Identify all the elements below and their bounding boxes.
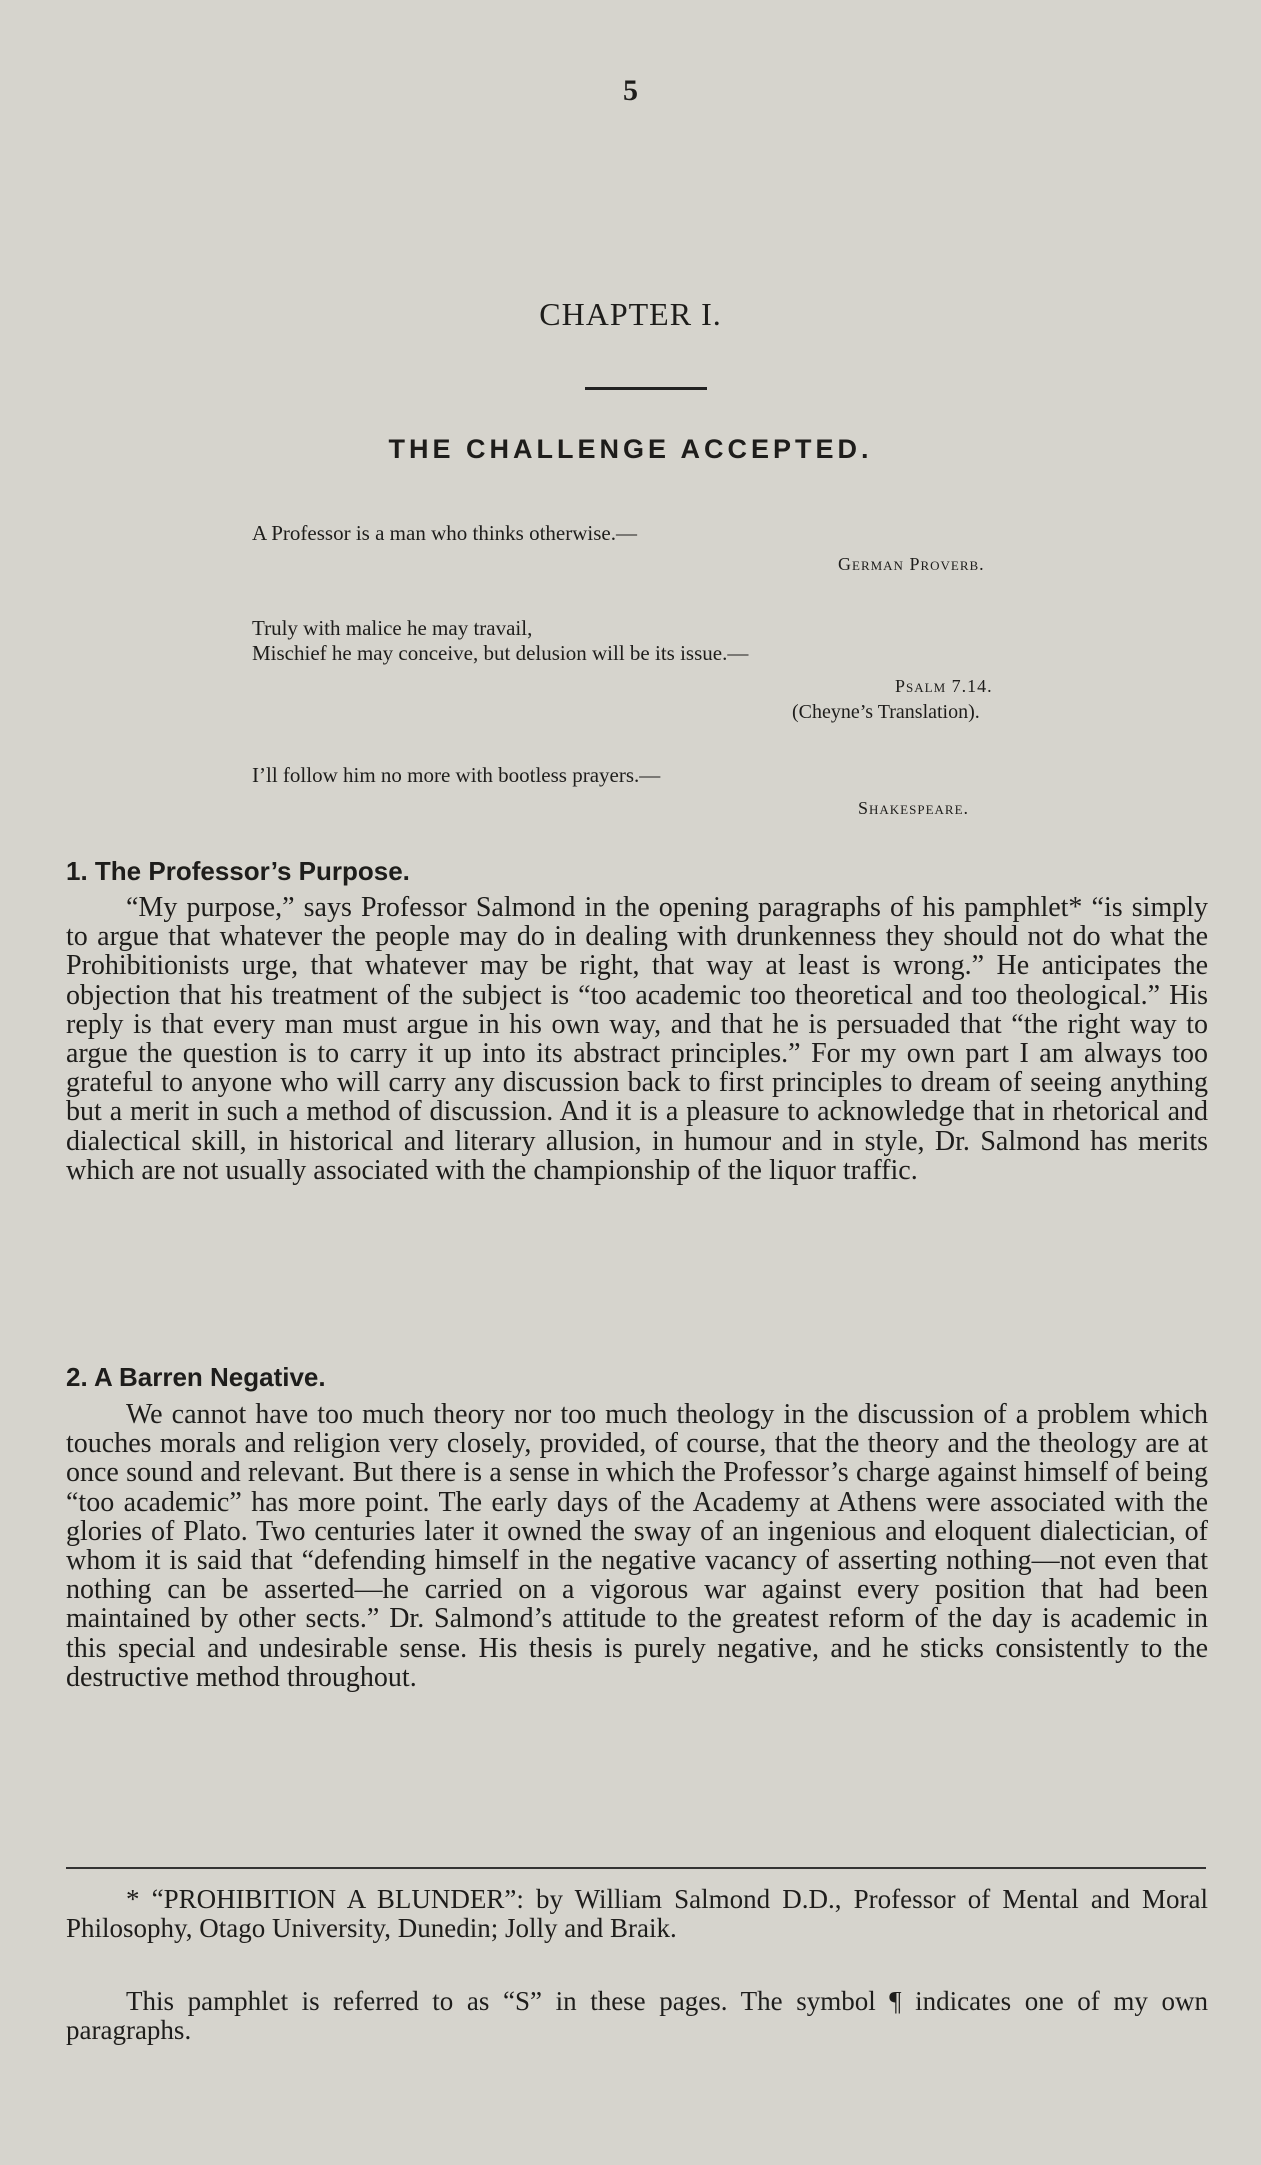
epigraph-2-translation: (Cheyne’s Translation).	[792, 701, 980, 723]
chapter-title: CHAPTER I.	[539, 296, 722, 332]
epigraph-2-line-1: Truly with malice he may travail,	[252, 616, 533, 640]
section-1-paragraph: “My purpose,” says Professor Salmond in the opening paragraphs of his pamphlet* “is simply to argue that whatever the people may do in dealing with drunkenness they should not do what the Prohibitionists urge, that whatever may be right, that way at least is wrong.” He anticipates the objection that his treatment of the subject is “too academic too theoretical and too theological.” His reply is that every man must argue in his own way, and that he is persuaded that “the right way to argue the question is to carry it up into its abstract principles.” For my own part I am always too grateful to anyone who will carry any discussion back to first principles to dream of seeing anything but a merit in such a method of discussion. And it is a pleasure to acknowledge that in rhetorical and dialectical skill, in historical and literary allusion, in humour and in style, Dr. Salmond has merits which are not usually associated with the championship of the liquor traffic.	[66, 892, 1208, 1186]
section-2-heading: 2. A Barren Negative.	[66, 1362, 326, 1392]
epigraph-2-line-2: Mischief he may conceive, but delusion will be its issue.—	[252, 641, 749, 665]
footnote-divider	[66, 1867, 1206, 1869]
section-1-heading: 1. The Professor’s Purpose.	[66, 856, 410, 886]
epigraph-3: I’ll follow him no more with bootless prayers.—	[252, 763, 661, 787]
epigraph-1-attribution: German Proverb.	[838, 554, 985, 574]
footnote-reference: * “PROHIBITION A BLUNDER”: by William Salmond D.D., Professor of Mental and Moral Philosophy, Otago University, Dunedin; Jolly and Braik.	[66, 1884, 1208, 1943]
epigraph-2-attribution: Psalm 7.14.	[895, 676, 993, 696]
chapter-heading: THE CHALLENGE ACCEPTED.	[388, 434, 873, 464]
epigraph-3-attribution: Shakespeare.	[858, 798, 970, 818]
section-2-paragraph: We cannot have too much theory nor too much theology in the discussion of a problem which touches morals and religion very closely, provided, of course, that the theory and the theology are at once sound and relevant. But there is a sense in which the Professor’s charge against himself of being “too academic” has more point. The early days of the Academy at Athens were associated with the glories of Plato. Two centuries later it owned the sway of an ingenious and eloquent dialectician, of whom it is said that “defending himself in the negative vacancy of asserting nothing—not even that nothing can be asserted—he carried on a vigorous war against every position that had been maintained by other sects.” Dr. Salmond’s attitude to the greatest reform of the day is academic in this special and undesirable sense. His thesis is purely negative, and he sticks consistently to the destructive method throughout.	[66, 1399, 1208, 1693]
chapter-divider	[585, 387, 707, 390]
footnote-note: This pamphlet is referred to as “S” in these pages. The symbol ¶ indicates one of my own paragraphs.	[66, 1986, 1208, 2045]
page-number: 5	[623, 74, 638, 107]
epigraph-1: A Professor is a man who thinks otherwise.—	[252, 521, 637, 545]
